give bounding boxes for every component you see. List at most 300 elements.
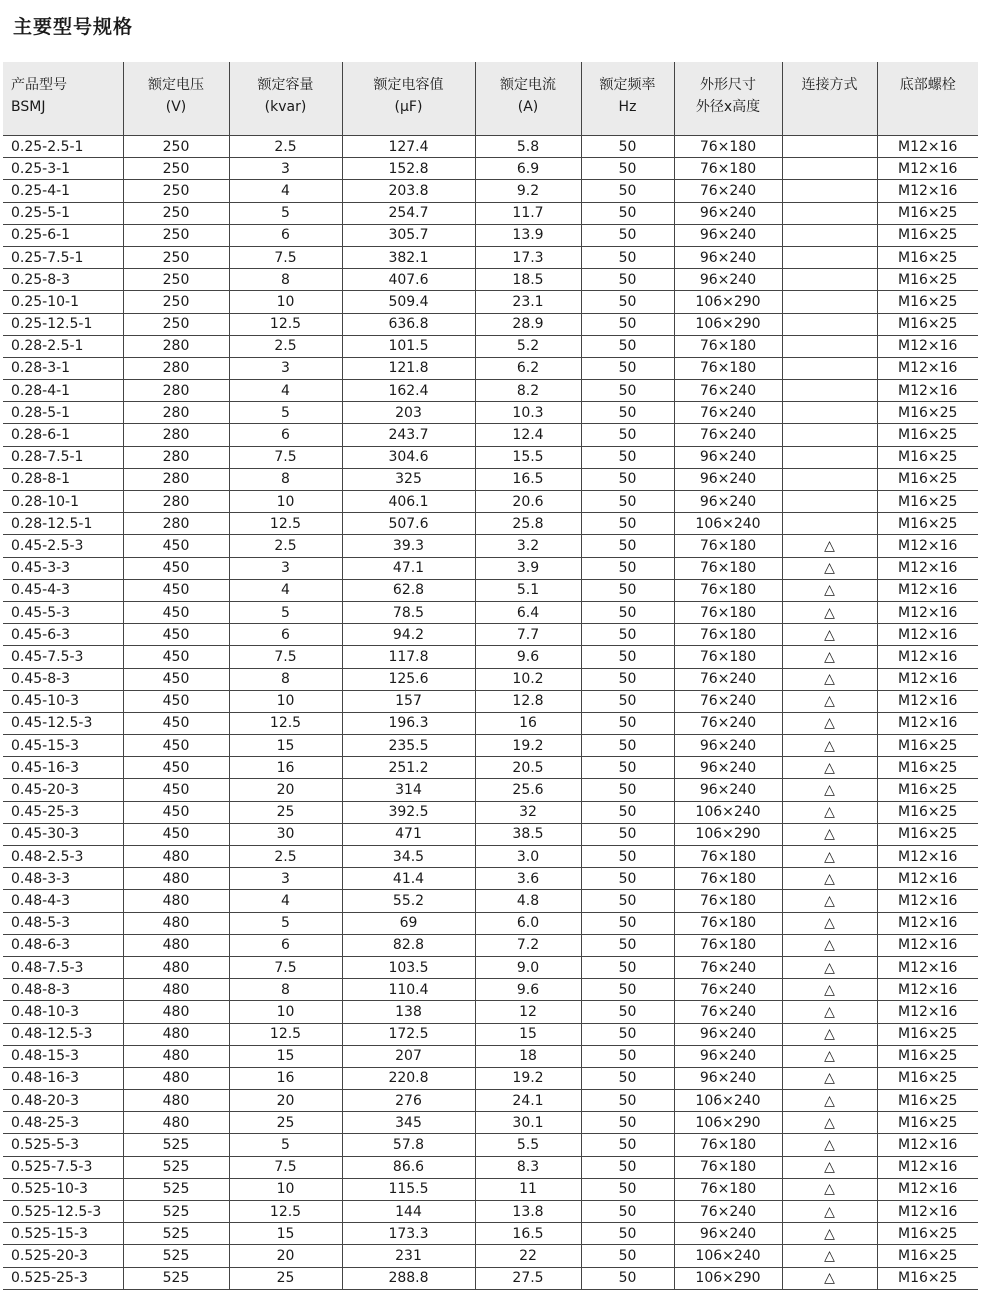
col-header-sublabel: (kvar) [264, 99, 307, 115]
cell-bolt: M16×25 [877, 246, 978, 268]
cell-capacitance: 636.8 [342, 313, 475, 335]
col-header-label: 额定电流 [500, 77, 556, 93]
table-row [3, 735, 978, 757]
cell-dimensions: 76×240 [674, 690, 782, 712]
cell-current: 10.2 [475, 668, 581, 690]
cell-capacity: 7.5 [229, 956, 342, 978]
col-header-label: 连接方式 [801, 77, 858, 93]
cell-bolt: M12×16 [877, 1178, 978, 1200]
table-row [3, 823, 978, 845]
table-row [3, 380, 978, 402]
cell-connection: △ [782, 1267, 877, 1289]
cell-capacity: 5 [229, 912, 342, 934]
cell-current: 3.0 [475, 846, 581, 868]
cell-bolt: M12×16 [877, 557, 978, 579]
cell-capacity: 5 [229, 1134, 342, 1156]
cell-capacity: 25 [229, 801, 342, 823]
table-row [3, 1223, 978, 1245]
cell-dimensions: 76×240 [674, 668, 782, 690]
cell-current: 9.6 [475, 979, 581, 1001]
cell-capacity: 7.5 [229, 646, 342, 668]
cell-voltage: 250 [123, 313, 229, 335]
cell-capacity: 8 [229, 979, 342, 1001]
cell-current: 6.4 [475, 601, 581, 623]
cell-capacity: 2.5 [229, 846, 342, 868]
cell-connection: △ [782, 846, 877, 868]
cell-bolt: M16×25 [877, 468, 978, 490]
table-row [3, 357, 978, 379]
table-row [3, 1001, 978, 1023]
cell-capacitance: 235.5 [342, 735, 475, 757]
cell-dimensions: 106×240 [674, 1245, 782, 1267]
cell-frequency: 50 [581, 468, 674, 490]
cell-model: 0.25-7.5-1 [3, 246, 123, 268]
cell-capacitance: 152.8 [342, 158, 475, 180]
cell-capacity: 20 [229, 779, 342, 801]
cell-capacitance: 251.2 [342, 757, 475, 779]
cell-current: 11 [475, 1178, 581, 1200]
cell-connection: △ [782, 712, 877, 734]
cell-frequency: 50 [581, 424, 674, 446]
cell-current: 27.5 [475, 1267, 581, 1289]
table-row [3, 1112, 978, 1134]
cell-bolt: M12×16 [877, 668, 978, 690]
cell-capacitance: 34.5 [342, 846, 475, 868]
cell-dimensions: 96×240 [674, 1023, 782, 1045]
cell-connection: △ [782, 912, 877, 934]
cell-model: 0.45-3-3 [3, 557, 123, 579]
cell-voltage: 450 [123, 601, 229, 623]
cell-voltage: 525 [123, 1267, 229, 1289]
cell-connection: △ [782, 735, 877, 757]
col-header-capacity [229, 62, 342, 136]
cell-connection: △ [782, 823, 877, 845]
table-row [3, 1090, 978, 1112]
cell-voltage: 480 [123, 1045, 229, 1067]
cell-connection: △ [782, 557, 877, 579]
table-row [3, 846, 978, 868]
cell-frequency: 50 [581, 646, 674, 668]
col-header-label: 底部螺栓 [899, 77, 956, 93]
cell-connection [782, 380, 877, 402]
cell-dimensions: 96×240 [674, 735, 782, 757]
cell-current: 16.5 [475, 468, 581, 490]
cell-model: 0.45-25-3 [3, 801, 123, 823]
cell-capacitance: 325 [342, 468, 475, 490]
cell-dimensions: 76×240 [674, 956, 782, 978]
table-row [3, 690, 978, 712]
cell-capacitance: 117.8 [342, 646, 475, 668]
cell-dimensions: 76×240 [674, 402, 782, 424]
col-header-connection [782, 62, 877, 136]
cell-bolt: M16×25 [877, 801, 978, 823]
cell-bolt: M12×16 [877, 1134, 978, 1156]
cell-connection [782, 224, 877, 246]
cell-dimensions: 76×180 [674, 624, 782, 646]
cell-voltage: 525 [123, 1178, 229, 1200]
cell-connection: △ [782, 624, 877, 646]
cell-model: 0.28-4-1 [3, 380, 123, 402]
cell-current: 7.2 [475, 934, 581, 956]
cell-capacitance: 121.8 [342, 357, 475, 379]
cell-capacitance: 94.2 [342, 624, 475, 646]
cell-voltage: 250 [123, 202, 229, 224]
cell-voltage: 480 [123, 890, 229, 912]
cell-model: 0.45-8-3 [3, 668, 123, 690]
cell-connection: △ [782, 801, 877, 823]
cell-frequency: 50 [581, 934, 674, 956]
cell-voltage: 280 [123, 446, 229, 468]
cell-voltage: 450 [123, 557, 229, 579]
cell-frequency: 50 [581, 269, 674, 291]
cell-dimensions: 76×180 [674, 890, 782, 912]
table-row [3, 424, 978, 446]
cell-voltage: 250 [123, 246, 229, 268]
cell-capacitance: 471 [342, 823, 475, 845]
cell-model: 0.28-7.5-1 [3, 446, 123, 468]
cell-capacity: 7.5 [229, 1156, 342, 1178]
cell-capacity: 25 [229, 1267, 342, 1289]
cell-capacitance: 207 [342, 1045, 475, 1067]
cell-voltage: 480 [123, 934, 229, 956]
cell-current: 22 [475, 1245, 581, 1267]
cell-bolt: M12×16 [877, 646, 978, 668]
cell-dimensions: 76×240 [674, 180, 782, 202]
cell-dimensions: 76×180 [674, 557, 782, 579]
cell-model: 0.25-3-1 [3, 158, 123, 180]
cell-connection: △ [782, 1134, 877, 1156]
cell-voltage: 450 [123, 757, 229, 779]
table-row [3, 934, 978, 956]
table-row [3, 979, 978, 1001]
cell-connection: △ [782, 1245, 877, 1267]
table-row [3, 1067, 978, 1089]
cell-dimensions: 76×180 [674, 912, 782, 934]
cell-capacitance: 196.3 [342, 712, 475, 734]
cell-capacitance: 509.4 [342, 291, 475, 313]
cell-capacity: 5 [229, 202, 342, 224]
cell-capacity: 10 [229, 690, 342, 712]
cell-capacitance: 82.8 [342, 934, 475, 956]
table-row [3, 291, 978, 313]
cell-bolt: M12×16 [877, 956, 978, 978]
table-row [3, 246, 978, 268]
cell-capacitance: 162.4 [342, 380, 475, 402]
cell-current: 17.3 [475, 246, 581, 268]
cell-capacitance: 304.6 [342, 446, 475, 468]
cell-frequency: 50 [581, 1045, 674, 1067]
cell-connection: △ [782, 668, 877, 690]
cell-voltage: 280 [123, 424, 229, 446]
cell-voltage: 450 [123, 690, 229, 712]
cell-frequency: 50 [581, 1245, 674, 1267]
cell-connection [782, 357, 877, 379]
cell-capacity: 16 [229, 757, 342, 779]
cell-dimensions: 96×240 [674, 779, 782, 801]
cell-model: 0.48-8-3 [3, 979, 123, 1001]
col-header-label: 额定频率 [599, 77, 656, 93]
cell-model: 0.525-25-3 [3, 1267, 123, 1289]
cell-model: 0.525-20-3 [3, 1245, 123, 1267]
cell-current: 18.5 [475, 269, 581, 291]
cell-frequency: 50 [581, 557, 674, 579]
cell-dimensions: 76×180 [674, 1156, 782, 1178]
cell-capacity: 6 [229, 224, 342, 246]
table-body [3, 136, 978, 1290]
cell-dimensions: 76×240 [674, 712, 782, 734]
cell-connection [782, 246, 877, 268]
cell-model: 0.48-20-3 [3, 1090, 123, 1112]
cell-capacity: 25 [229, 1112, 342, 1134]
cell-capacitance: 138 [342, 1001, 475, 1023]
cell-current: 4.8 [475, 890, 581, 912]
cell-capacitance: 55.2 [342, 890, 475, 912]
cell-bolt: M16×25 [877, 1023, 978, 1045]
cell-capacitance: 231 [342, 1245, 475, 1267]
cell-capacitance: 406.1 [342, 491, 475, 513]
cell-frequency: 50 [581, 801, 674, 823]
cell-connection: △ [782, 979, 877, 1001]
table-row [3, 956, 978, 978]
cell-model: 0.48-3-3 [3, 868, 123, 890]
cell-voltage: 450 [123, 579, 229, 601]
cell-bolt: M12×16 [877, 912, 978, 934]
table-row [3, 868, 978, 890]
table-row [3, 801, 978, 823]
cell-capacity: 2.5 [229, 535, 342, 557]
cell-current: 32 [475, 801, 581, 823]
cell-capacitance: 101.5 [342, 335, 475, 357]
cell-dimensions: 76×240 [674, 979, 782, 1001]
cell-capacitance: 407.6 [342, 269, 475, 291]
cell-current: 5.8 [475, 136, 581, 158]
cell-dimensions: 96×240 [674, 757, 782, 779]
cell-dimensions: 76×240 [674, 380, 782, 402]
cell-connection: △ [782, 956, 877, 978]
table-row [3, 757, 978, 779]
col-header-label: 额定容量 [257, 77, 314, 93]
cell-frequency: 50 [581, 224, 674, 246]
cell-model: 0.525-7.5-3 [3, 1156, 123, 1178]
table-row [3, 912, 978, 934]
cell-voltage: 480 [123, 1067, 229, 1089]
cell-bolt: M12×16 [877, 1156, 978, 1178]
cell-capacity: 6 [229, 934, 342, 956]
cell-frequency: 50 [581, 956, 674, 978]
cell-bolt: M12×16 [877, 335, 978, 357]
cell-frequency: 50 [581, 1090, 674, 1112]
cell-capacity: 3 [229, 357, 342, 379]
cell-capacitance: 62.8 [342, 579, 475, 601]
cell-dimensions: 106×240 [674, 513, 782, 535]
cell-connection: △ [782, 1201, 877, 1223]
cell-capacity: 15 [229, 735, 342, 757]
cell-model: 0.25-5-1 [3, 202, 123, 224]
cell-bolt: M12×16 [877, 712, 978, 734]
cell-connection: △ [782, 1067, 877, 1089]
cell-capacity: 5 [229, 402, 342, 424]
cell-voltage: 280 [123, 335, 229, 357]
cell-current: 8.2 [475, 380, 581, 402]
header-row [3, 62, 978, 136]
cell-frequency: 50 [581, 823, 674, 845]
cell-capacitance: 110.4 [342, 979, 475, 1001]
cell-capacitance: 254.7 [342, 202, 475, 224]
cell-model: 0.45-7.5-3 [3, 646, 123, 668]
cell-capacitance: 392.5 [342, 801, 475, 823]
cell-bolt: M12×16 [877, 180, 978, 202]
table-row [3, 491, 978, 513]
cell-frequency: 50 [581, 136, 674, 158]
cell-model: 0.45-2.5-3 [3, 535, 123, 557]
cell-voltage: 450 [123, 735, 229, 757]
col-header-voltage [123, 62, 229, 136]
cell-capacity: 2.5 [229, 136, 342, 158]
cell-capacity: 7.5 [229, 246, 342, 268]
cell-bolt: M16×25 [877, 757, 978, 779]
cell-model: 0.45-6-3 [3, 624, 123, 646]
cell-bolt: M12×16 [877, 846, 978, 868]
cell-frequency: 50 [581, 690, 674, 712]
cell-dimensions: 96×240 [674, 246, 782, 268]
cell-model: 0.48-16-3 [3, 1067, 123, 1089]
cell-capacitance: 144 [342, 1201, 475, 1223]
cell-capacity: 3 [229, 557, 342, 579]
cell-frequency: 50 [581, 601, 674, 623]
table-row [3, 557, 978, 579]
cell-model: 0.48-15-3 [3, 1045, 123, 1067]
cell-current: 38.5 [475, 823, 581, 845]
table-row [3, 513, 978, 535]
table-row [3, 668, 978, 690]
cell-dimensions: 106×290 [674, 313, 782, 335]
cell-current: 25.8 [475, 513, 581, 535]
cell-connection: △ [782, 1023, 877, 1045]
col-header-sublabel: (V) [165, 99, 187, 115]
cell-model: 0.45-16-3 [3, 757, 123, 779]
cell-dimensions: 96×240 [674, 468, 782, 490]
cell-capacity: 20 [229, 1245, 342, 1267]
cell-bolt: M16×25 [877, 1067, 978, 1089]
cell-capacity: 20 [229, 1090, 342, 1112]
cell-model: 0.25-6-1 [3, 224, 123, 246]
cell-frequency: 50 [581, 1023, 674, 1045]
cell-current: 3.6 [475, 868, 581, 890]
cell-connection: △ [782, 579, 877, 601]
cell-capacitance: 86.6 [342, 1156, 475, 1178]
cell-bolt: M16×25 [877, 402, 978, 424]
cell-connection [782, 269, 877, 291]
cell-frequency: 50 [581, 1067, 674, 1089]
cell-voltage: 480 [123, 912, 229, 934]
table-row [3, 1045, 978, 1067]
cell-voltage: 280 [123, 380, 229, 402]
cell-bolt: M12×16 [877, 979, 978, 1001]
cell-connection [782, 313, 877, 335]
cell-capacitance: 103.5 [342, 956, 475, 978]
cell-current: 13.8 [475, 1201, 581, 1223]
cell-bolt: M16×25 [877, 1267, 978, 1289]
cell-current: 5.1 [475, 579, 581, 601]
cell-capacitance: 203 [342, 402, 475, 424]
table-row [3, 890, 978, 912]
cell-dimensions: 96×240 [674, 491, 782, 513]
cell-bolt: M12×16 [877, 579, 978, 601]
cell-capacitance: 507.6 [342, 513, 475, 535]
cell-bolt: M16×25 [877, 291, 978, 313]
cell-frequency: 50 [581, 535, 674, 557]
cell-current: 9.6 [475, 646, 581, 668]
cell-bolt: M16×25 [877, 269, 978, 291]
cell-current: 3.2 [475, 535, 581, 557]
cell-current: 24.1 [475, 1090, 581, 1112]
cell-voltage: 250 [123, 180, 229, 202]
cell-capacity: 10 [229, 291, 342, 313]
cell-frequency: 50 [581, 1134, 674, 1156]
cell-connection: △ [782, 535, 877, 557]
cell-model: 0.28-10-1 [3, 491, 123, 513]
cell-capacitance: 288.8 [342, 1267, 475, 1289]
cell-connection [782, 158, 877, 180]
cell-bolt: M16×25 [877, 491, 978, 513]
cell-voltage: 525 [123, 1156, 229, 1178]
cell-capacity: 12.5 [229, 313, 342, 335]
cell-capacitance: 305.7 [342, 224, 475, 246]
table-row [3, 601, 978, 623]
cell-connection: △ [782, 1223, 877, 1245]
cell-current: 18 [475, 1045, 581, 1067]
cell-dimensions: 76×180 [674, 579, 782, 601]
cell-model: 0.28-8-1 [3, 468, 123, 490]
col-header-label: 额定电压 [148, 77, 204, 93]
cell-model: 0.45-20-3 [3, 779, 123, 801]
cell-capacity: 4 [229, 890, 342, 912]
cell-current: 12 [475, 1001, 581, 1023]
cell-capacity: 4 [229, 579, 342, 601]
cell-current: 9.0 [475, 956, 581, 978]
table-row [3, 1267, 978, 1289]
cell-model: 0.48-7.5-3 [3, 956, 123, 978]
cell-capacitance: 173.3 [342, 1223, 475, 1245]
cell-connection: △ [782, 1112, 877, 1134]
cell-dimensions: 106×290 [674, 823, 782, 845]
table-row [3, 202, 978, 224]
cell-capacitance: 276 [342, 1090, 475, 1112]
col-header-sublabel: 外径x高度 [695, 99, 761, 115]
cell-voltage: 480 [123, 1023, 229, 1045]
cell-model: 0.48-6-3 [3, 934, 123, 956]
cell-voltage: 450 [123, 624, 229, 646]
cell-model: 0.25-8-3 [3, 269, 123, 291]
cell-bolt: M16×25 [877, 313, 978, 335]
cell-connection: △ [782, 868, 877, 890]
cell-voltage: 450 [123, 712, 229, 734]
cell-connection: △ [782, 757, 877, 779]
cell-connection: △ [782, 890, 877, 912]
cell-voltage: 450 [123, 779, 229, 801]
cell-voltage: 525 [123, 1245, 229, 1267]
cell-current: 7.7 [475, 624, 581, 646]
cell-bolt: M12×16 [877, 136, 978, 158]
cell-connection: △ [782, 1156, 877, 1178]
cell-dimensions: 96×240 [674, 269, 782, 291]
cell-current: 19.2 [475, 735, 581, 757]
cell-voltage: 480 [123, 868, 229, 890]
cell-model: 0.28-5-1 [3, 402, 123, 424]
cell-capacitance: 78.5 [342, 601, 475, 623]
cell-capacitance: 203.8 [342, 180, 475, 202]
page-title: 主要型号规格 [13, 16, 134, 38]
